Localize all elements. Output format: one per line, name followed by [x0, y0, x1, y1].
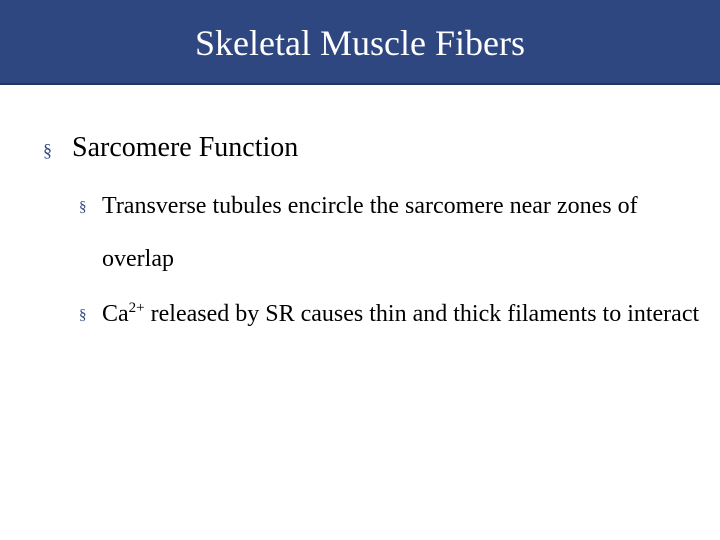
- slide-title: Skeletal Muscle Fibers: [195, 23, 525, 63]
- calcium-charge-superscript: 2+: [128, 300, 145, 316]
- calcium-symbol: Ca: [102, 301, 129, 327]
- bullet-level1-text: Sarcomere Function: [72, 132, 299, 163]
- sub-bullet-transverse-tubules: Transverse tubules encircle the sarcomere near zones of overlap: [102, 193, 638, 272]
- sub-bullet-calcium-release: [102, 288, 702, 341]
- title-bar: [0, 0, 720, 85]
- sub-bullet-square-icon: §: [79, 199, 87, 215]
- sub-bullet-square-icon: §: [79, 307, 87, 323]
- bullet-square-icon: §: [43, 140, 52, 160]
- calcium-sentence-rest: released by SR causes thin and thick filaments to interact: [144, 301, 700, 327]
